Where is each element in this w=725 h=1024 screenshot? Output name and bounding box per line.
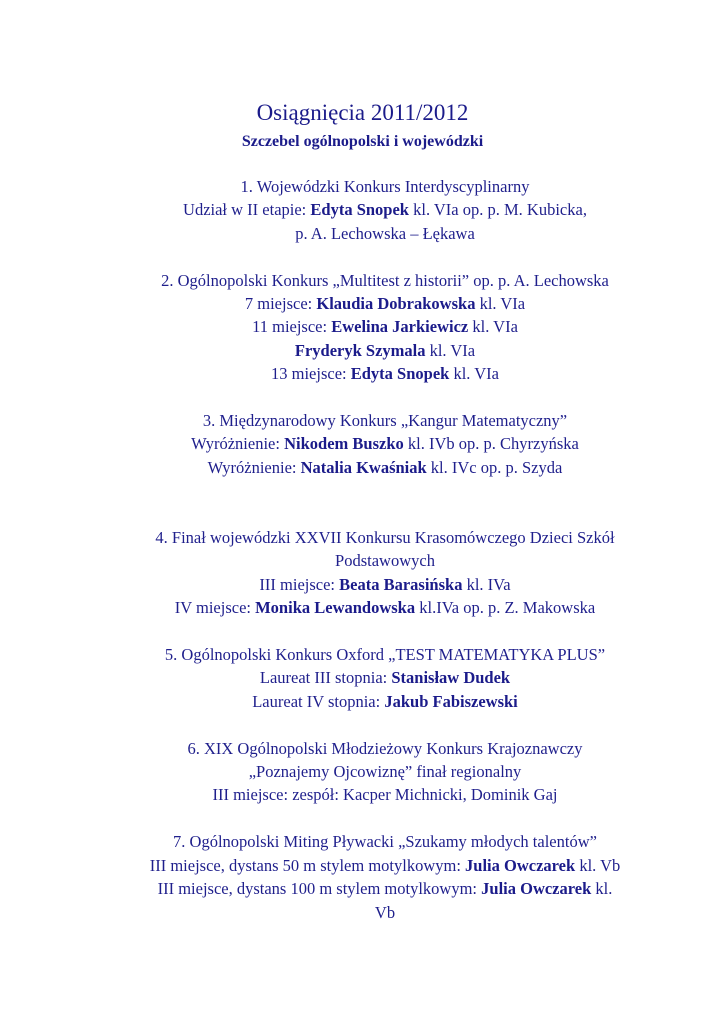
- student-name: Monika Lewandowska: [255, 598, 416, 618]
- section-heading: 1. Wojewódzki Konkurs Interdyscyplinarny: [240, 177, 530, 196]
- page-title: Osiągnięcia 2011/2012: [256, 100, 469, 125]
- achievement-line: III miejsce, dystans 50 m stylem motylkowym: Julia Owczarek kl. Vb: [149, 855, 621, 875]
- student-name: Beata Barasińska: [339, 574, 463, 594]
- achievement-line: p. A. Lechowska – Łękawa: [295, 223, 475, 243]
- achievement-line: Vb: [374, 902, 396, 922]
- section-heading: 7. Ogólnopolski Miting Pływacki „Szukamy młodych talentów”: [173, 832, 597, 852]
- achievement-section-6: [110, 737, 660, 807]
- section-heading: 4. Finał wojewódzki XXVII Konkursu Krasomówczego Dzieci Szkół: [155, 528, 615, 548]
- student-name: Edyta Snopek: [350, 364, 450, 384]
- page-subtitle: Szczebel ogólnopolski i wojewódzki: [241, 133, 484, 150]
- achievement-section-4: [110, 526, 660, 620]
- section-heading-continued: „Poznajemy Ojcowiznę” finał regionalny: [248, 762, 522, 782]
- achievements-list: [110, 175, 660, 924]
- achievement-line: 11 miejsce: Ewelina Jarkiewicz kl. VIa: [252, 317, 518, 337]
- student-name: Ewelina Jarkiewicz: [331, 317, 469, 337]
- achievement-line: 13 miejsce: Edyta Snopek kl. VIa: [271, 364, 499, 384]
- student-name: Jakub Fabiszewski: [384, 691, 518, 711]
- achievement-line: III miejsce: Beata Barasińska kl. IVa: [259, 574, 511, 594]
- achievement-line: Laureat IV stopnia: Jakub Fabiszewski: [252, 691, 518, 711]
- achievement-line: Laureat III stopnia: Stanisław Dudek: [259, 668, 511, 688]
- student-name: Klaudia Dobrakowska: [316, 294, 476, 314]
- achievement-line: III miejsce, dystans 100 m stylem motylkowym: Julia Owczarek kl.: [157, 879, 613, 899]
- achievement-line: III miejsce: zespół: Kacper Michnicki, Dominik Gaj: [212, 785, 558, 805]
- section-heading-continued: Podstawowych: [335, 551, 435, 571]
- student-name: Julia Owczarek: [465, 855, 576, 875]
- achievement-line: Wyróżnienie: Natalia Kwaśniak kl. IVc op. p. Szyda: [207, 457, 563, 477]
- achievement-line: Udział w II etapie: Edyta Snopek kl. VIa op. p. M. Kubicka,: [183, 200, 587, 220]
- student-name: Julia Owczarek: [481, 879, 592, 899]
- achievement-line: Wyróżnienie: Nikodem Buszko kl. IVb op. p. Chyrzyńska: [191, 434, 579, 454]
- achievement-section-2: [110, 269, 660, 386]
- section-heading: 2. Ogólnopolski Konkurs „Multitest z historii” op. p. A. Lechowska: [161, 270, 609, 290]
- achievement-section-5: [110, 643, 660, 713]
- achievement-line: IV miejsce: Monika Lewandowska kl.IVa op. p. Z. Makowska: [174, 598, 596, 618]
- student-name: Edyta Snopek: [310, 200, 409, 220]
- section-heading: 6. XIX Ogólnopolski Młodzieżowy Konkurs Krajoznawczy: [187, 738, 583, 758]
- section-heading: 3. Międzynarodowy Konkurs „Kangur Matematyczny”: [202, 411, 568, 431]
- student-name: Natalia Kwaśniak: [300, 457, 427, 477]
- achievement-section-3: [110, 409, 660, 479]
- achievement-section-7: [110, 830, 660, 924]
- student-name: Nikodem Buszko: [284, 434, 404, 454]
- student-name: Stanisław Dudek: [391, 668, 511, 688]
- achievement-line: Fryderyk Szymala kl. VIa: [294, 340, 476, 360]
- section-heading: 5. Ogólnopolski Konkurs Oxford „TEST MATEMATYKA PLUS”: [164, 645, 606, 665]
- achievement-section-1: [110, 175, 660, 245]
- achievement-line: 7 miejsce: Klaudia Dobrakowska kl. VIa: [244, 294, 526, 314]
- student-name: Fryderyk Szymala: [294, 340, 426, 360]
